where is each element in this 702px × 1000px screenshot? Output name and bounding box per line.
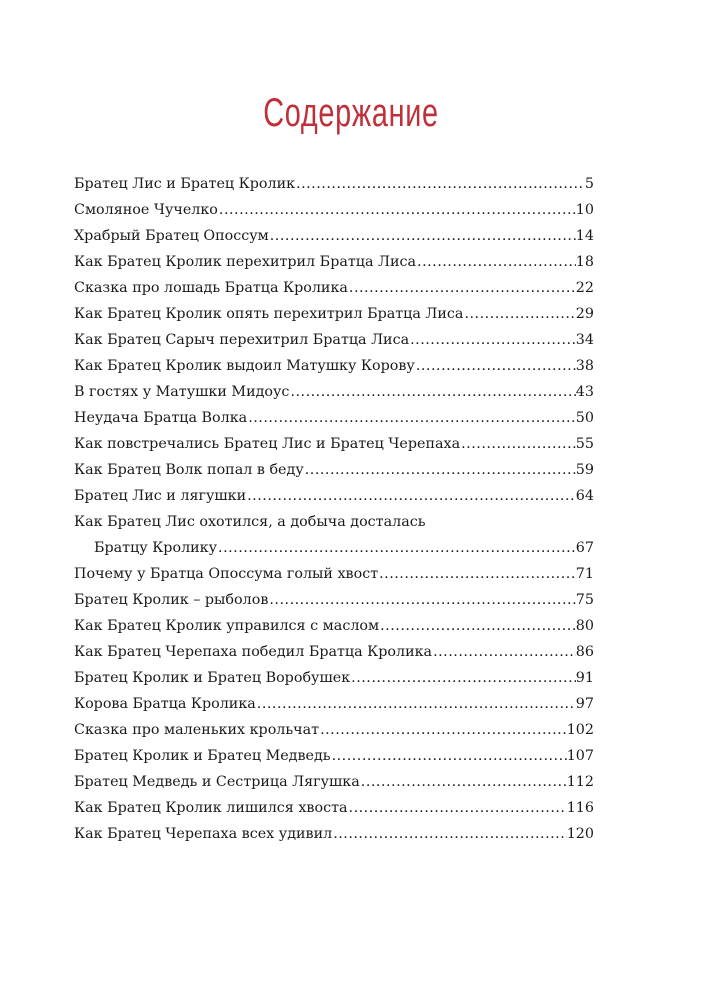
toc-leader-dots [295, 171, 585, 197]
toc-entry [74, 431, 594, 457]
toc-leader-dots [460, 431, 576, 457]
toc-entry [74, 275, 594, 301]
toc-leader-dots [218, 197, 576, 223]
toc-entry-page: 43 [575, 384, 594, 400]
toc-entry [74, 587, 594, 613]
toc-leader-dots [332, 821, 567, 847]
toc-entry-page: 102 [566, 722, 594, 738]
toc-entry-title: Как Братец Сарыч перехитрил Братца Лиса [74, 332, 410, 348]
toc-entry-title: Как Братец Черепаха победил Братца Кролика [74, 644, 433, 660]
toc-entry [74, 821, 594, 847]
toc-entry [74, 353, 594, 379]
toc-entry [74, 301, 594, 327]
toc-entry-title: Смоляное Чучелко [74, 202, 218, 218]
toc-entry-page: 71 [575, 566, 594, 582]
toc-entry-page: 91 [575, 670, 594, 686]
toc-leader-dots [331, 743, 567, 769]
toc-entry-page: 29 [575, 306, 594, 322]
toc-leader-dots [360, 769, 567, 795]
toc-leader-dots [348, 275, 576, 301]
toc-entry-page: 107 [566, 748, 594, 764]
toc-entry-page: 59 [575, 462, 594, 478]
toc-entry [74, 717, 594, 743]
toc-entry-title: Как повстречались Братец Лис и Братец Черепаха [74, 436, 461, 452]
toc-leader-dots [269, 223, 576, 249]
toc-entry [74, 379, 594, 405]
toc-leader-dots [217, 535, 576, 561]
toc-entry-page: 67 [575, 540, 594, 556]
toc-entry-page: 120 [566, 826, 594, 842]
toc-entry-page: 55 [575, 436, 594, 452]
toc-entry-title: Братец Лис и Братец Кролик [74, 176, 296, 192]
toc-entry-title: Братец Кролик – рыболов [74, 592, 269, 608]
toc-entry-page: 97 [575, 696, 594, 712]
toc-entry [74, 249, 594, 275]
toc-leader-dots [415, 353, 576, 379]
toc-entry-title-continued: Братцу Кролику [94, 540, 218, 556]
toc-entry [74, 223, 594, 249]
table-of-contents [74, 171, 594, 847]
toc-entry [74, 691, 594, 717]
toc-leader-dots [379, 613, 576, 639]
toc-entry-page: 75 [575, 592, 594, 608]
toc-entry-title: Неудача Братца Волка [74, 410, 248, 426]
toc-entry-title: Братец Лис и лягушки [74, 488, 247, 504]
toc-leader-dots [463, 301, 575, 327]
toc-entry [74, 795, 594, 821]
toc-entry [74, 483, 594, 509]
toc-entry-title: Как Братец Лис охотился, а добыча досталась [74, 514, 426, 530]
toc-entry-page: 5 [584, 176, 594, 192]
toc-leader-dots [246, 483, 576, 509]
toc-entry-page: 112 [566, 774, 594, 790]
toc-entry-title: Как Братец Кролик выдоил Матушку Корову [74, 358, 415, 374]
toc-leader-dots [247, 405, 576, 431]
toc-entry-title: Как Братец Черепаха всех удивил [74, 826, 333, 842]
toc-entry-page: 64 [575, 488, 594, 504]
toc-entry-title: Почему у Братца Опоссума голый хвост [74, 566, 379, 582]
toc-entry-title: Корова Братца Кролика [74, 696, 256, 712]
toc-entry-title: Как Братец Кролик лишился хвоста [74, 800, 348, 816]
toc-entry-title: Как Братец Кролик перехитрил Братца Лиса [74, 254, 417, 270]
toc-entry-title: Сказка про лошадь Братца Кролика [74, 280, 348, 296]
toc-entry-title: Как Братец Волк попал в беду [74, 462, 304, 478]
toc-entry [74, 405, 594, 431]
toc-leader-dots [409, 327, 576, 353]
toc-entry-page: 86 [575, 644, 594, 660]
toc-entry-page: 18 [575, 254, 594, 270]
toc-entry [74, 769, 594, 795]
toc-entry-page: 80 [575, 618, 594, 634]
toc-entry-page: 22 [575, 280, 594, 296]
toc-entry [74, 327, 594, 353]
toc-entry-page: 14 [575, 228, 594, 244]
toc-leader-dots [304, 457, 576, 483]
toc-entry [74, 665, 594, 691]
toc-entry-page: 116 [566, 800, 594, 816]
toc-entry [74, 613, 594, 639]
toc-leader-dots [350, 665, 576, 691]
toc-entry-multiline-first [74, 509, 594, 535]
toc-leader-dots [289, 379, 575, 405]
toc-entry-title: В гостях у Матушки Мидоус [74, 384, 290, 400]
toc-leader-dots [268, 587, 575, 613]
toc-leader-dots [432, 639, 576, 665]
toc-entry-page: 38 [575, 358, 594, 374]
toc-leader-dots [319, 717, 567, 743]
toc-leader-dots [378, 561, 576, 587]
toc-entry [74, 639, 594, 665]
toc-entry [74, 743, 594, 769]
toc-leader-dots [348, 795, 567, 821]
toc-entry-title: Как Братец Кролик опять перехитрил Братца Лиса [74, 306, 464, 322]
toc-entry-continuation [74, 535, 594, 561]
toc-entry [74, 561, 594, 587]
toc-entry-title: Братец Медведь и Сестрица Лягушка [74, 774, 360, 790]
toc-entry-page: 34 [575, 332, 594, 348]
toc-entry [74, 171, 594, 197]
toc-leader-dots [416, 249, 576, 275]
toc-entry-page: 10 [575, 202, 594, 218]
toc-entry-title: Братец Кролик и Братец Медведь [74, 748, 331, 764]
toc-entry [74, 457, 594, 483]
page-title: Содержание [263, 91, 439, 135]
toc-entry-title: Братец Кролик и Братец Воробушек [74, 670, 351, 686]
toc-leader-dots [256, 691, 576, 717]
toc-entry-page: 50 [575, 410, 594, 426]
toc-entry-title: Как Братец Кролик управился с маслом [74, 618, 380, 634]
toc-entry-title: Храбрый Братец Опоссум [74, 228, 269, 244]
toc-entry [74, 197, 594, 223]
toc-entry-title: Сказка про маленьких крольчат [74, 722, 320, 738]
